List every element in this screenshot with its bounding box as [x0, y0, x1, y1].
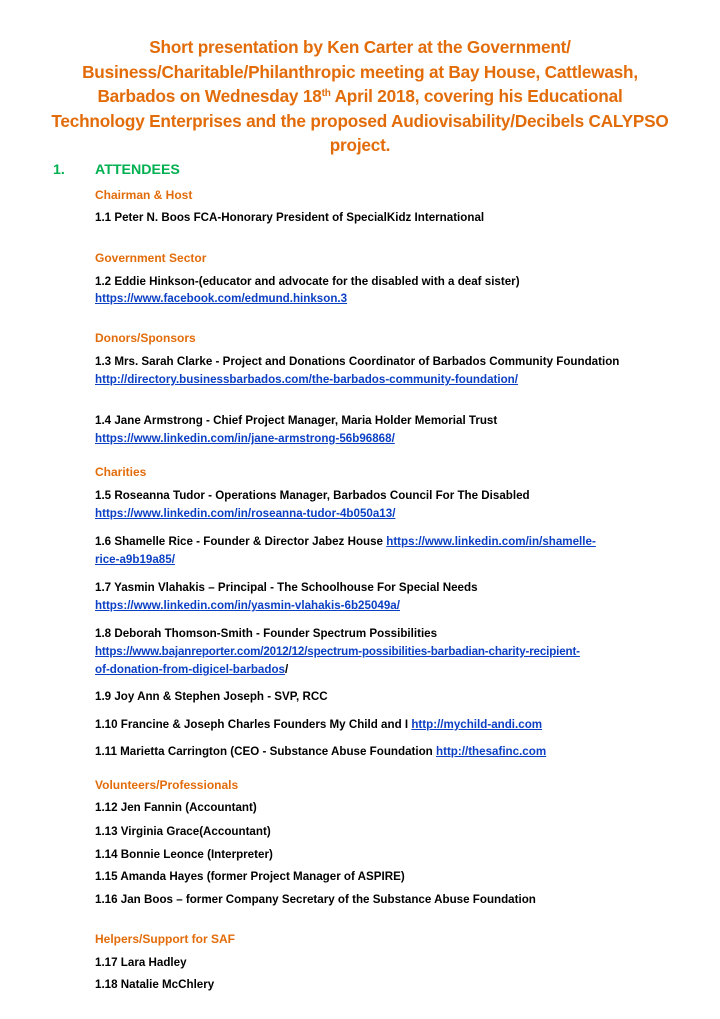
- group-heading-chairman: Chairman & Host: [95, 188, 193, 202]
- attendee-item: 1.7 Yasmin Vlahakis – Principal - The Schoolhouse For Special Needs: [95, 581, 478, 594]
- attendee-item: 1.12 Jen Fannin (Accountant): [95, 801, 257, 814]
- news-link-continued[interactable]: of-donation-from-digicel-barbados: [95, 663, 285, 676]
- attendee-item: 1.8 Deborah Thomson-Smith - Founder Spectrum Possibilities: [95, 627, 438, 640]
- attendee-link-line: [95, 430, 680, 448]
- group-heading-government: Government Sector: [95, 251, 207, 265]
- attendee-item: 1.13 Virginia Grace(Accountant): [95, 825, 271, 838]
- attendee-item: 1.9 Joy Ann & Stephen Joseph - SVP, RCC: [95, 690, 328, 703]
- attendee-link-line: [95, 551, 680, 569]
- attendee-link-line: [95, 505, 680, 523]
- website-link[interactable]: http://thesafinc.com: [436, 745, 547, 758]
- section-number: 1.: [53, 162, 65, 178]
- title-line: project.: [329, 135, 391, 155]
- attendee-item: 1.4 Jane Armstrong - Chief Project Manager, Maria Holder Memorial Trust: [95, 414, 498, 427]
- attendee-item: 1.6 Shamelle Rice - Founder & Director Jabez House https://www.linkedin.com/in/shamelle-: [95, 535, 596, 548]
- facebook-link[interactable]: https://www.facebook.com/edmund.hinkson.3: [95, 292, 348, 305]
- website-link[interactable]: http://directory.businessbarbados.com/the-barbados-community-foundation/: [95, 373, 518, 386]
- attendee-link-line: [95, 371, 680, 389]
- news-link[interactable]: https://www.bajanreporter.com/2012/12/spectrum-possibilities-barbadian-charity-recipient-: [95, 645, 580, 658]
- group-heading-volunteers: Volunteers/Professionals: [95, 778, 239, 792]
- attendee-item: 1.16 Jan Boos – former Company Secretary of the Substance Abuse Foundation: [95, 893, 536, 906]
- title-line: Barbados on Wednesday 18th April 2018, covering his Educational: [97, 86, 623, 106]
- attendee-item: 1.15 Amanda Hayes (former Project Manager of ASPIRE): [95, 870, 405, 883]
- group-heading-charities: Charities: [95, 465, 147, 479]
- title-line: Technology Enterprises and the proposed Audiovisability/Decibels CALYPSO: [51, 110, 669, 131]
- attendee-item: 1.2 Eddie Hinkson-(educator and advocate for the disabled with a deaf sister): [95, 275, 520, 288]
- attendee-item: 1.1 Peter N. Boos FCA-Honorary President of SpecialKidz International: [95, 211, 485, 224]
- attendee-item: 1.11 Marietta Carrington (CEO - Substance Abuse Foundation http://thesafinc.com: [95, 745, 547, 758]
- attendee-item: 1.10 Francine & Joseph Charles Founders My Child and I http://mychild-andi.com: [95, 718, 543, 731]
- section-title: ATTENDEES: [95, 162, 180, 178]
- title-line: Short presentation by Ken Carter at the Government/: [149, 37, 571, 57]
- linkedin-link-continued[interactable]: rice-a9b19a85/: [95, 553, 175, 566]
- attendee-item: 1.3 Mrs. Sarah Clarke - Project and Donations Coordinator of Barbados Community Foundation: [95, 355, 620, 368]
- document-title: [40, 35, 680, 158]
- attendee-item: 1.5 Roseanna Tudor - Operations Manager, Barbados Council For The Disabled: [95, 489, 530, 502]
- title-line: Business/Charitable/Philanthropic meeting at Bay House, Cattlewash,: [82, 61, 638, 82]
- attendee-item: 1.17 Lara Hadley: [95, 956, 187, 969]
- linkedin-link[interactable]: https://www.linkedin.com/in/jane-armstrong-56b96868/: [95, 432, 395, 445]
- group-heading-donors: Donors/Sponsors: [95, 331, 196, 345]
- section-heading-attendees: [53, 162, 180, 178]
- attendee-link-line: of-donation-from-digicel-barbados/: [95, 663, 289, 676]
- website-link[interactable]: http://mychild-andi.com: [411, 718, 543, 731]
- attendee-link-line: [95, 597, 680, 615]
- attendee-item: 1.14 Bonnie Leonce (Interpreter): [95, 848, 273, 861]
- group-heading-helpers: Helpers/Support for SAF: [95, 932, 236, 946]
- attendee-link-line: [95, 290, 680, 308]
- linkedin-link[interactable]: https://www.linkedin.com/in/yasmin-vlahakis-6b25049a/: [95, 599, 400, 612]
- attendee-item: 1.18 Natalie McChlery: [95, 978, 215, 991]
- linkedin-link[interactable]: https://www.linkedin.com/in/shamelle-: [386, 535, 596, 548]
- attendee-link-line: [95, 643, 680, 661]
- linkedin-link[interactable]: https://www.linkedin.com/in/roseanna-tudor-4b050a13/: [95, 507, 396, 520]
